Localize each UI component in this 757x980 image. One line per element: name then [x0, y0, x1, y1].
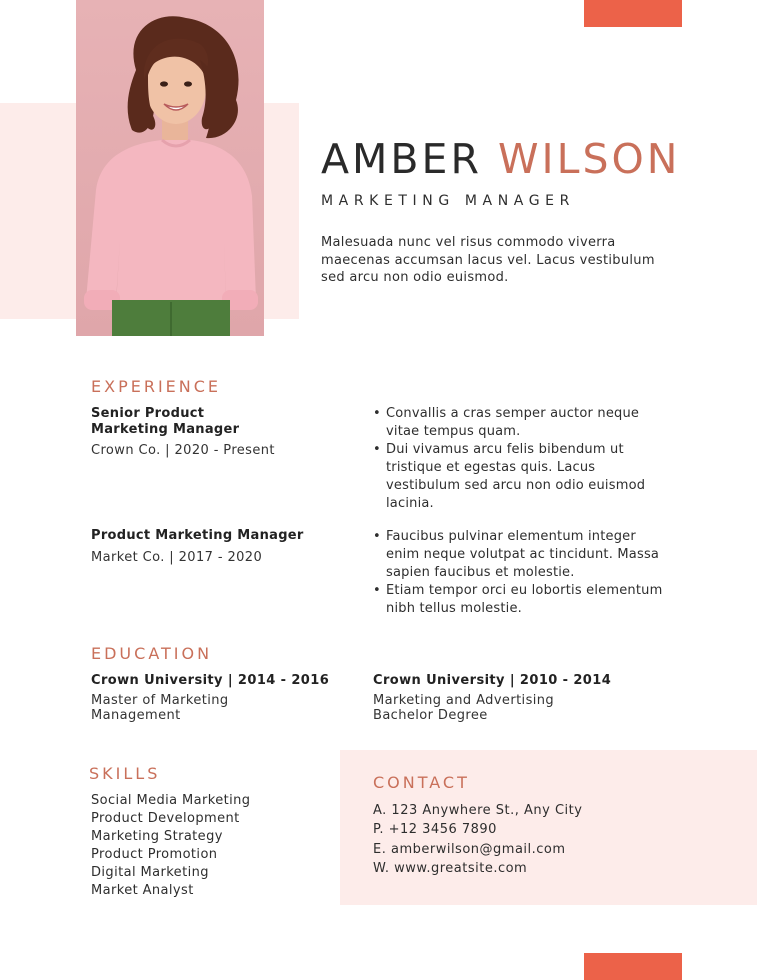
top-accent-bar [584, 0, 682, 27]
job-1-details [91, 406, 341, 458]
education-2-degree-line-2: Bachelor Degree [373, 708, 488, 723]
skills-list [91, 792, 311, 900]
contact-heading: CONTACT [373, 773, 470, 792]
first-name: AMBER [321, 135, 482, 183]
person-name [321, 136, 680, 182]
job-2-bullets [372, 528, 672, 618]
education-1-degree-line-2: Management [91, 708, 181, 723]
education-1-degree-line-1: Master of Marketing [91, 693, 229, 708]
education-2-degree-line-1: Marketing and Advertising [373, 693, 555, 708]
education-1-title: Crown University | 2014 - 2016 [91, 673, 330, 688]
job-1-bullets [372, 405, 672, 513]
skills-heading: SKILLS [89, 764, 161, 783]
job-2-details [91, 528, 351, 565]
experience-heading: EXPERIENCE [91, 377, 222, 396]
skill-item: Social Media Marketing [91, 793, 251, 808]
education-entry-2 [373, 673, 653, 723]
job-2-bullet-1: • Faucibus pulvinar elementum integer enim neque volutpat ac tincidunt. Massa sapien faucibus et molestie. [386, 528, 672, 582]
contact-phone: P. +12 3456 7890 [373, 822, 497, 838]
job-1-title-line-2: Marketing Manager [91, 421, 240, 437]
education-heading: EDUCATION [91, 644, 213, 663]
last-name: WILSON [498, 135, 681, 183]
job-2-meta: Market Co. | 2017 - 2020 [91, 549, 263, 565]
contact-details [373, 801, 582, 878]
contact-address: A. 123 Anywhere St., Any City [373, 803, 583, 818]
job-1-bullet-1: • Convallis a cras semper auctor neque vitae tempus quam. [386, 405, 672, 441]
contact-email: E. amberwilson@gmail.com [373, 841, 566, 857]
skill-item: Market Analyst [91, 883, 194, 898]
job-1-bullet-2: • Dui vivamus arcu felis bibendum ut tristique et egestas quis. Lacus vestibulum sed arcu non odio euismod lacinia. [386, 441, 672, 513]
skill-item: Product Promotion [91, 847, 218, 862]
job-role: MARKETING MANAGER [321, 193, 575, 209]
job-1-title-line-1: Senior Product [91, 406, 205, 421]
contact-website: W. www.greatsite.com [373, 860, 528, 876]
skill-item: Digital Marketing [91, 865, 209, 880]
job-1-meta: Crown Co. | 2020 - Present [91, 443, 275, 458]
profile-summary: Malesuada nunc vel risus commodo viverra maecenas accumsan lacus vel. Lacus vestibulum sed arcu non odio euismod. [321, 235, 655, 285]
skill-item: Marketing Strategy [91, 829, 223, 844]
job-2-title: Product Marketing Manager [91, 528, 304, 543]
profile-photo [76, 0, 264, 336]
job-2-bullet-2: • Etiam tempor orci eu lobortis elementum nibh tellus molestie. [386, 582, 672, 618]
education-entry-1 [91, 673, 351, 723]
education-2-title: Crown University | 2010 - 2014 [373, 673, 612, 688]
skill-item: Product Development [91, 811, 240, 826]
bottom-accent-bar [584, 953, 682, 980]
